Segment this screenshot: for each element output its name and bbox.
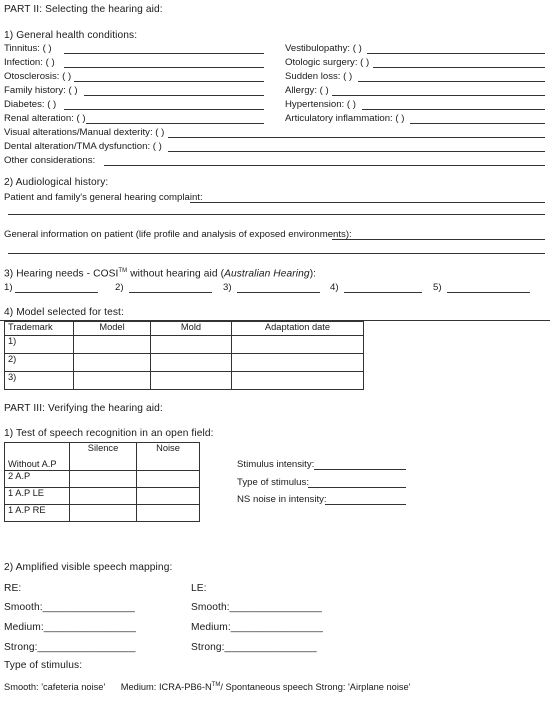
speech-cell[interactable] xyxy=(137,488,200,505)
health-other-field[interactable] xyxy=(104,165,545,166)
legend-medium-value: ICRA-PB6-N xyxy=(156,682,212,693)
stimulus-intensity-field[interactable] xyxy=(314,469,406,470)
mapping-re-smooth[interactable]: Smooth:________________ xyxy=(4,602,135,613)
needs-item-4-label: 4) xyxy=(330,282,339,293)
stimulus-type-title: Type of stimulus: xyxy=(4,660,83,671)
speech-row-label: 1 A.P RE xyxy=(5,505,70,522)
model-cell[interactable] xyxy=(232,336,364,354)
table-row xyxy=(5,354,364,372)
health-dental-label: Dental alteration/TMA dysfunction: ( ) xyxy=(4,141,162,152)
health-family-history-label: Family history: ( ) xyxy=(4,85,78,96)
speech-cell[interactable] xyxy=(137,505,200,522)
speech-header-noise: Noise xyxy=(137,443,200,471)
health-allergy-field[interactable] xyxy=(332,95,545,96)
health-sudden-loss-label: Sudden loss: ( ) xyxy=(285,71,353,82)
speech-row-label: 1 A.P LE xyxy=(5,488,70,505)
health-infection-field[interactable] xyxy=(64,67,264,68)
needs-item-1-field[interactable] xyxy=(15,292,98,293)
audio-complaint-field[interactable] xyxy=(190,202,545,203)
table-row xyxy=(5,336,364,354)
needs-item-4-field[interactable] xyxy=(344,292,422,293)
stimulus-type-label: Type of stimulus: xyxy=(237,477,309,488)
speech-header-silence: Silence xyxy=(70,443,137,471)
speech-table xyxy=(4,442,200,522)
speech-row-without-label: Without A.P xyxy=(5,443,70,471)
health-allergy-label: Allergy: ( ) xyxy=(285,85,329,96)
audio-general-label: General information on patient (life profile and analysis of exposed environments): xyxy=(4,229,352,240)
model-table xyxy=(4,321,364,390)
health-hypertension-label: Hypertension: ( ) xyxy=(285,99,356,110)
model-header-date: Adaptation date xyxy=(232,322,364,336)
model-title: 4) Model selected for test: xyxy=(4,307,124,318)
table-row xyxy=(5,471,200,488)
audio-complaint-label: Patient and family's general hearing complaint: xyxy=(4,192,203,203)
health-infection-label: Infection: ( ) xyxy=(4,57,55,68)
legend-strong-value: 'Airplane noise' xyxy=(345,682,411,693)
model-header-mold: Mold xyxy=(151,322,232,336)
mapping-le-smooth[interactable]: Smooth:________________ xyxy=(191,602,322,613)
needs-item-3-label: 3) xyxy=(223,282,232,293)
part2-title: PART II: Selecting the hearing aid: xyxy=(4,4,163,15)
needs-item-2-label: 2) xyxy=(115,282,124,293)
needs-item-2-field[interactable] xyxy=(129,292,212,293)
stimulus-legend xyxy=(4,682,411,693)
model-cell[interactable] xyxy=(74,354,151,372)
health-articulatory-field[interactable] xyxy=(410,123,545,124)
model-row-label: 1) xyxy=(5,336,74,354)
health-diabetes-label: Diabetes: ( ) xyxy=(4,99,57,110)
table-row xyxy=(5,372,364,390)
model-cell[interactable] xyxy=(74,372,151,390)
health-otosclerosis-field[interactable] xyxy=(74,81,264,82)
mapping-le-strong[interactable]: Strong:________________ xyxy=(191,642,317,653)
mapping-le-medium[interactable]: Medium:________________ xyxy=(191,622,324,633)
legend-medium-label: Medium: xyxy=(120,682,157,693)
audio-complaint-field-2[interactable] xyxy=(8,214,545,215)
health-sudden-loss-field[interactable] xyxy=(358,81,545,82)
health-renal-label: Renal alteration: ( ) xyxy=(4,113,86,124)
audio-general-field[interactable] xyxy=(332,239,545,240)
model-cell[interactable] xyxy=(232,372,364,390)
model-cell[interactable] xyxy=(151,336,232,354)
legend-smooth-label: Smooth: xyxy=(4,682,39,693)
speech-row-label: 2 A.P xyxy=(5,471,70,488)
health-tinnitus-label: Tinnitus: ( ) xyxy=(4,43,52,54)
health-otologic-surgery-label: Otologic surgery: ( ) xyxy=(285,57,370,68)
part3-title: PART III: Verifying the hearing aid: xyxy=(4,403,163,414)
mapping-le-label: LE: xyxy=(191,583,207,594)
legend-smooth-value: 'cafeteria noise' xyxy=(38,682,106,693)
table-row xyxy=(5,488,200,505)
health-vestibulopathy-field[interactable] xyxy=(367,53,545,54)
needs-item-5-label: 5) xyxy=(433,282,442,293)
model-cell[interactable] xyxy=(232,354,364,372)
table-row xyxy=(5,505,200,522)
legend-medium-rest: / Spontaneous speech xyxy=(220,682,313,693)
needs-title: 3) Hearing needs - COSI™ without hearing aid (Australian Hearing): xyxy=(4,268,317,280)
model-cell[interactable] xyxy=(74,336,151,354)
speech-cell[interactable] xyxy=(70,488,137,505)
ns-noise-field[interactable] xyxy=(325,504,406,505)
model-cell[interactable] xyxy=(151,354,232,372)
needs-item-5-field[interactable] xyxy=(447,292,530,293)
audio-general-field-2[interactable] xyxy=(8,253,545,254)
needs-item-3-field[interactable] xyxy=(237,292,320,293)
health-title: 1) General health conditions: xyxy=(4,30,138,41)
health-tinnitus-field[interactable] xyxy=(64,53,264,54)
stimulus-intensity-label: Stimulus intensity: xyxy=(237,459,315,470)
needs-item-1-label: 1) xyxy=(4,282,13,293)
health-otologic-surgery-field[interactable] xyxy=(373,67,545,68)
mapping-re-strong[interactable]: Strong:_________________ xyxy=(4,642,136,653)
stimulus-type-field[interactable] xyxy=(308,487,406,488)
legend-medium-tm: TM xyxy=(211,682,221,688)
legend-strong-label: Strong: xyxy=(315,682,346,693)
health-visual-field[interactable] xyxy=(168,137,545,138)
model-header-trademark: Trademark xyxy=(5,322,74,336)
speech-cell[interactable] xyxy=(70,505,137,522)
mapping-title: 2) Amplified visible speech mapping: xyxy=(4,562,173,573)
model-header-model: Model xyxy=(74,322,151,336)
health-vestibulopathy-label: Vestibulopathy: ( ) xyxy=(285,43,362,54)
health-renal-field[interactable] xyxy=(86,123,264,124)
ns-noise-label: NS noise in intensity: xyxy=(237,494,327,505)
health-visual-label: Visual alterations/Manual dexterity: ( ) xyxy=(4,127,165,138)
speech-cell[interactable] xyxy=(137,471,200,488)
health-hypertension-field[interactable] xyxy=(362,109,545,110)
health-diabetes-field[interactable] xyxy=(64,109,264,110)
model-cell[interactable] xyxy=(151,372,232,390)
health-otosclerosis-label: Otosclerosis: ( ) xyxy=(4,71,72,82)
mapping-re-medium[interactable]: Medium:________________ xyxy=(4,622,137,633)
model-row-label: 3) xyxy=(5,372,74,390)
health-dental-field[interactable] xyxy=(168,151,545,152)
health-articulatory-label: Articulatory inflammation: ( ) xyxy=(285,113,405,124)
speech-cell[interactable] xyxy=(70,471,137,488)
health-family-history-field[interactable] xyxy=(84,95,264,96)
speech-title: 1) Test of speech recognition in an open field: xyxy=(4,428,214,439)
model-row-label: 2) xyxy=(5,354,74,372)
mapping-re-label: RE: xyxy=(4,583,22,594)
health-other-label: Other considerations: xyxy=(4,155,96,166)
audio-title: 2) Audiological history: xyxy=(4,177,109,188)
